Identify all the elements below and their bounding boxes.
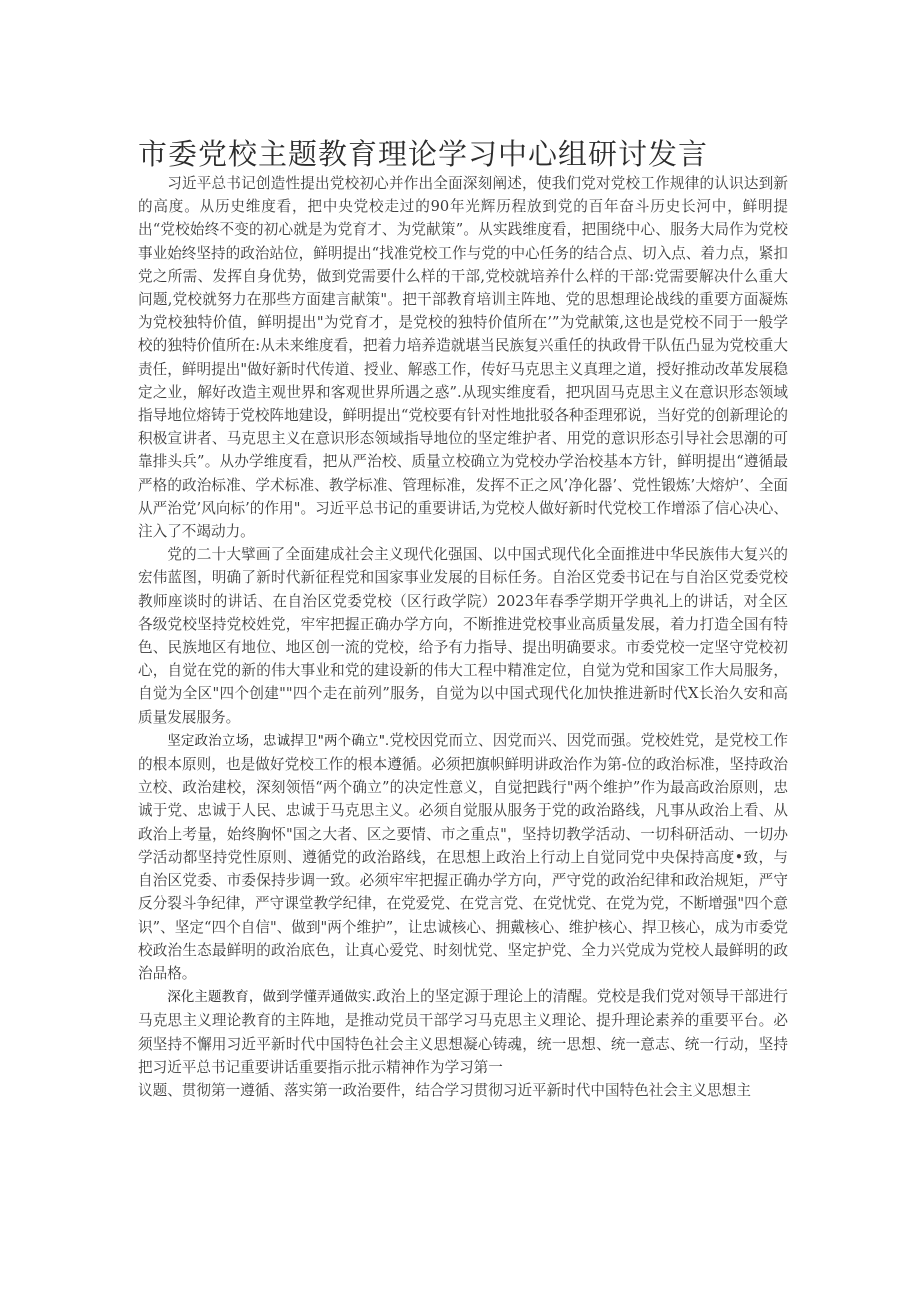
paragraph-3	[138, 729, 788, 985]
paragraph-3-text: 党校因党而立、因党而兴、因党而强。党校姓党，是党校工作的根本原则，也是做好党校工作的根本遵循。必须把旗帜鲜明讲政治作为第-位的政治标准，坚持政治立校、政治建校，深刻领悟“两个确立”的决定性意义，自觉把践行"两个维护”作为最高政治原则，忠诚于党、忠诚于人民、忠诚于马克思主义。必须自觉服从服务于党的政治路线，凡事从政治上看、从政治上考量，始终胸怀"国之大者、区之要情、市之重点"，坚持切教学活动、一切科研活动、一切办学活动都坚持党性原则、遵循党的政治路线，在思想上政治上行动上自觉同党中央保持高度•致，与自治区党委、市委保持步调一致。必须牢牢把握正确办学方向，严守党的政治纪律和政治规矩，严守反分裂斗争纪律，严守课堂教学纪律，在党爱党、在党言党、在党忧党、在党为党，不断增强"四个意识”、坚定“四个自信"、做到"两个维护”，让忠诚核心、拥戴核心、维护核心、捍卫核心，成为市委党校政治生态最鲜明的政治底色，让真心爱党、时刻忧党、坚定护党、全力兴党成为党校人最鲜明的政治品格。	[138, 731, 788, 982]
document-title: 市委党校主题教育理论学习中心组研讨发言	[138, 137, 709, 171]
paragraph-2-text: 党的二十大擘画了全面建成社会主义现代化强国、以中国式现代化全面推进中华民族伟大复兴的宏伟蓝图，明确了新时代新征程党和国家事业发展的目标任务。自治区党委书记在与自治区党委党校教师座谈时的讲话、在自治区党委党校（区行政学院）2023年春季学期开学典礼上的讲话，对全区各级党校坚持党校姓党，牢牢把握正确办学方向，不断推进党校事业高质量发展，着力打造全国有特色、民族地区有地位、地区创一流的党校，给予有力指导、提出明确要求。市委党校一定坚守党校初心，自觉在党的新的伟大事业和党的建设新的伟大工程中精准定位，自觉为党和国家工作大局服务，自觉为全区"四个创建""四个走在前列”服务，自觉为以中国式现代化加快推进新时代X长治久安和高质量发展服务。	[138, 546, 788, 726]
paragraph-4-text: 政治上的坚定源于理论上的清醒。党校是我们党对领导干部进行马克思主义理论教育的主阵地，是推动党员干部学习马克思主义理论、提升理论素养的重要平台。必须坚持不懈用习近平新时代中国特色社会主义思想凝心铸魂，统一思想、统一意志、统一行动，坚持把习近平总书记重要讲话重要指示批示精神作为学习第一	[138, 988, 788, 1076]
paragraph-4-lead: 深化主题教育，做到学懂弄通做实.	[167, 989, 376, 1006]
paragraph-5	[138, 1079, 788, 1102]
paragraph-3-lead: 坚定政治立场，忠诚捍卫"两个确立".	[167, 732, 390, 749]
paragraph-2	[138, 543, 788, 729]
paragraph-1-text: 习近平总书记创造性提出党校初心并作出全面深刻阐述，使我们党对党校工作规律的认识达到新的高度。从历史维度看，把中央党校走过的90年光辉历程放到党的百年奋斗历史长河中，鲜明提出“党校始终不变的初心就是为党育才、为党献策”。从实践维度看，把围绕中心、服务大局作为党校事业始终坚持的政治站位，鲜明提出“找准党校工作与党的中心任务的结合点、切入点、着力点，紧扣党之所需、发挥自身优势，做到党需要什么样的干部,党校就培养什么样的干部:党需要解决什么重大问题,党校就努力在那些方面建言献策"。把干部教育培训主阵地、党的思想理论战线的重要方面凝炼为党校独特价值，鲜明提出"为党育才，是党校的独特价值所在’”为党献策,这也是党校不同于一般学校的独特价值所在:从未来维度看，把着力培养造就堪当民族复兴重任的执政骨干队伍凸显为党校重大责任，鲜明提出"做好新时代传道、授业、解惑工作，传好马克思主义真理之道，授好推动改革发展稳定之业，解好改造主观世界和客观世界所遇之惑”.从现实维度看，把巩固马克思主义在意识形态领域指导地位熔铸于党校阵地建设，鲜明提出“党校要有针对性地批驳各种歪理邪说，当好党的创新理论的积极宣讲者、马克思主义在意识形态领域指导地位的坚定维护者、用党的意识形态引导社会思潮的可靠排头兵”。从办学维度看，把从严治校、质量立校确立为党校办学治校基本方针，鲜明提出“遵循最严格的政治标准、学术标准、教学标准、管理标准，发挥不正之风’净化器’、党性锻炼’大熔炉’、全面从严治党’风向标’的作用"。习近平总书记的重要讲话,为党校人做好新时代党校工作增添了信心决心、注入了不竭动力。	[138, 175, 788, 541]
paragraph-5-text: 议题、贯彻第一遵循、落实第一政治要件，结合学习贯彻习近平新时代中国特色社会主义思想主	[138, 1081, 751, 1099]
paragraph-1	[138, 172, 788, 543]
paragraph-4	[138, 985, 788, 1079]
document-body	[138, 172, 788, 1102]
